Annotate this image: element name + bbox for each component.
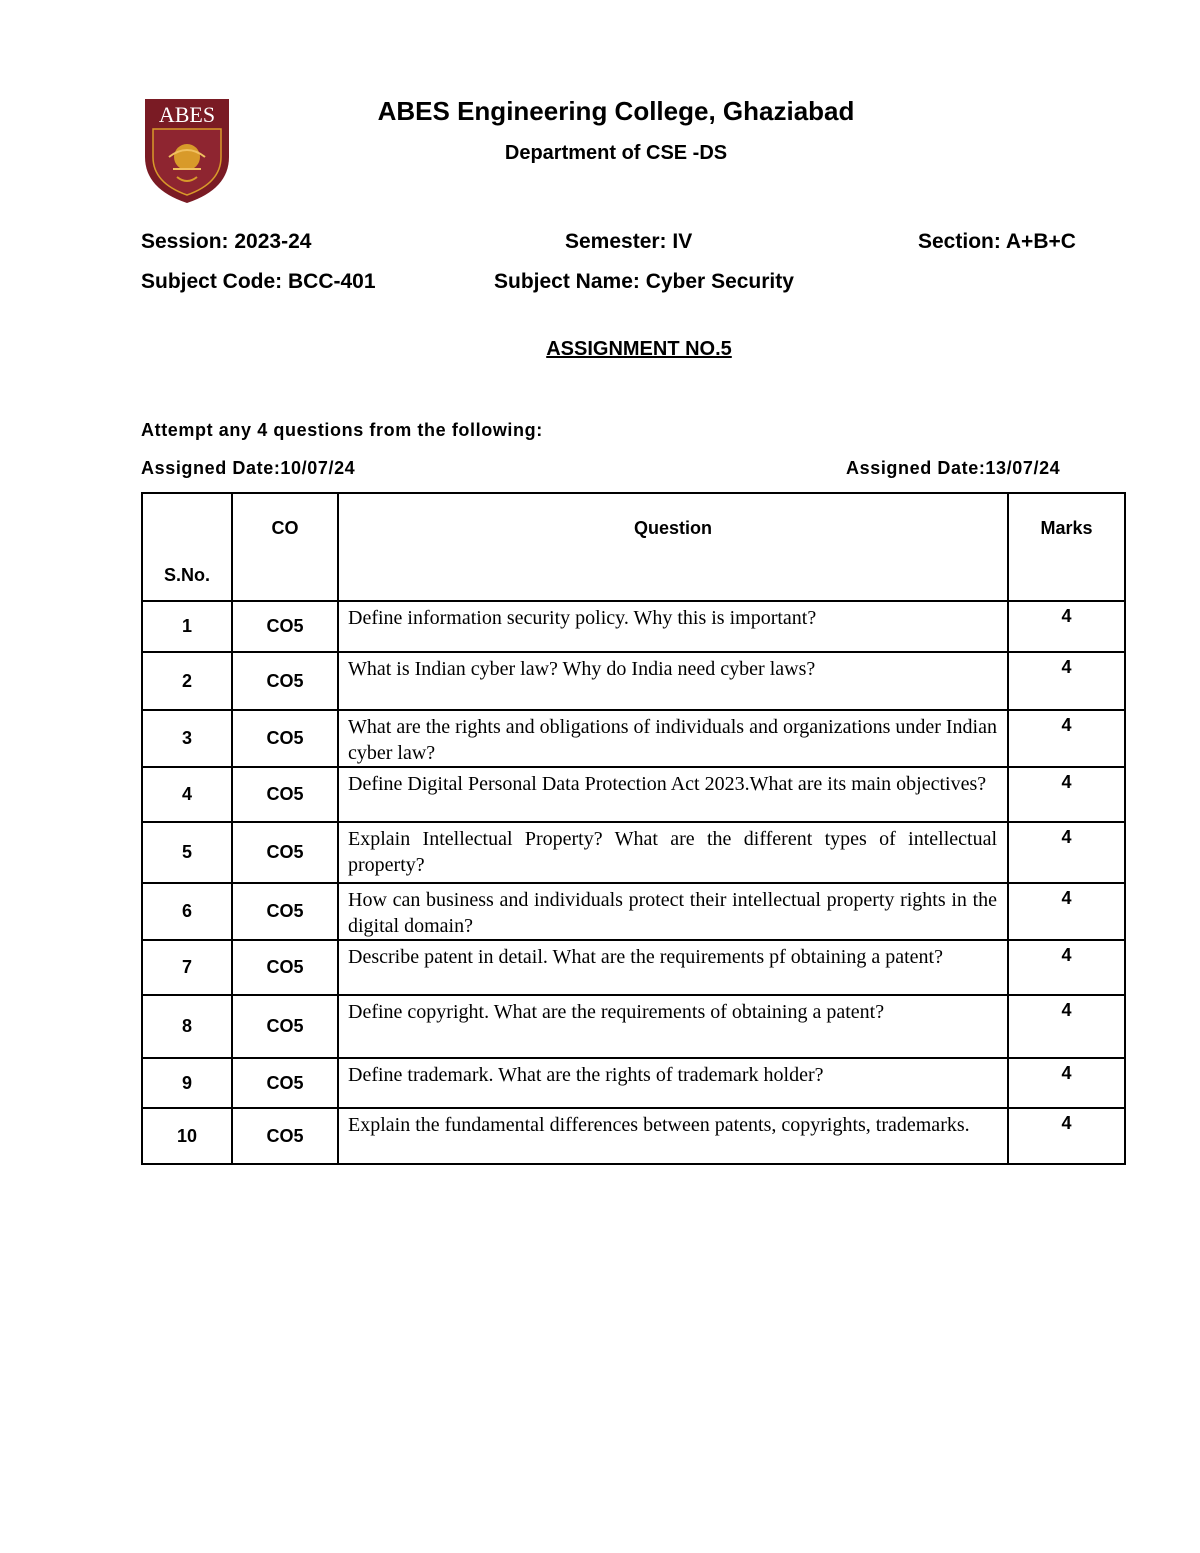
cell-marks: 4 — [1008, 1108, 1125, 1164]
header-sno: S.No. — [142, 493, 232, 601]
cell-sno: 2 — [142, 652, 232, 710]
cell-sno: 8 — [142, 995, 232, 1058]
cell-co: CO5 — [232, 1058, 338, 1108]
cell-sno: 3 — [142, 710, 232, 767]
semester-label: Semester: IV — [565, 230, 693, 253]
table-row — [142, 710, 1125, 767]
header-co: CO — [232, 493, 338, 601]
cell-marks: 4 — [1008, 601, 1125, 652]
cell-question: Define Digital Personal Data Protection Act 2023.What are its main objectives? — [338, 767, 1008, 822]
table-row — [142, 1058, 1125, 1108]
logo-text: ABES — [158, 102, 216, 127]
cell-co: CO5 — [232, 601, 338, 652]
college-name: ABES Engineering College, Ghaziabad — [377, 96, 855, 126]
questions-table — [141, 492, 1126, 1165]
cell-sno: 10 — [142, 1108, 232, 1164]
cell-co: CO5 — [232, 883, 338, 940]
session-label: Session: 2023-24 — [141, 230, 312, 253]
cell-sno: 6 — [142, 883, 232, 940]
instruction-text: Attempt any 4 questions from the following: — [141, 420, 543, 440]
assigned-date-left: Assigned Date:10/07/24 — [141, 458, 356, 478]
cell-co: CO5 — [232, 822, 338, 883]
cell-sno: 9 — [142, 1058, 232, 1108]
cell-question: What is Indian cyber law? Why do India need cyber laws? — [338, 652, 1008, 710]
cell-marks: 4 — [1008, 1058, 1125, 1108]
cell-question: How can business and individuals protect their intellectual property rights in the digital domain? — [338, 883, 1008, 940]
subject-code-label: Subject Code: BCC-401 — [141, 270, 376, 293]
assignment-title-text: ASSIGNMENT NO.5 — [546, 338, 732, 360]
table-row — [142, 1108, 1125, 1164]
cell-sno: 7 — [142, 940, 232, 995]
cell-sno: 5 — [142, 822, 232, 883]
header-marks: Marks — [1008, 493, 1125, 601]
table-row — [142, 995, 1125, 1058]
cell-co: CO5 — [232, 995, 338, 1058]
cell-sno: 1 — [142, 601, 232, 652]
table-row — [142, 767, 1125, 822]
cell-marks: 4 — [1008, 940, 1125, 995]
header-question: Question — [338, 493, 1008, 601]
cell-marks: 4 — [1008, 883, 1125, 940]
assignment-title — [0, 338, 1200, 361]
cell-sno: 4 — [142, 767, 232, 822]
cell-co: CO5 — [232, 652, 338, 710]
cell-question: Define information security policy. Why this is important? — [338, 601, 1008, 652]
cell-co: CO5 — [232, 710, 338, 767]
cell-question: Define copyright. What are the requirements of obtaining a patent? — [338, 995, 1008, 1058]
table-row — [142, 652, 1125, 710]
cell-marks: 4 — [1008, 995, 1125, 1058]
cell-marks: 4 — [1008, 822, 1125, 883]
cell-question: Describe patent in detail. What are the requirements pf obtaining a patent? — [338, 940, 1008, 995]
section-label: Section: A+B+C — [918, 230, 1076, 253]
cell-marks: 4 — [1008, 767, 1125, 822]
cell-question: Explain the fundamental differences between patents, copyrights, trademarks. — [338, 1108, 1008, 1164]
cell-marks: 4 — [1008, 710, 1125, 767]
table-row — [142, 601, 1125, 652]
cell-co: CO5 — [232, 1108, 338, 1164]
department-name: Department of CSE -DS — [504, 142, 728, 164]
table-header-row — [142, 493, 1125, 601]
table-row — [142, 940, 1125, 995]
cell-question: What are the rights and obligations of individuals and organizations under Indian cyber law? — [338, 710, 1008, 767]
cell-co: CO5 — [232, 940, 338, 995]
cell-question: Explain Intellectual Property? What are the different types of intellectual property? — [338, 822, 1008, 883]
table-row — [142, 883, 1125, 940]
subject-name-label: Subject Name: Cyber Security — [494, 270, 794, 293]
assigned-date-right: Assigned Date:13/07/24 — [846, 458, 1061, 478]
cell-question: Define trademark. What are the rights of trademark holder? — [338, 1058, 1008, 1108]
cell-co: CO5 — [232, 767, 338, 822]
cell-marks: 4 — [1008, 652, 1125, 710]
table-row — [142, 822, 1125, 883]
